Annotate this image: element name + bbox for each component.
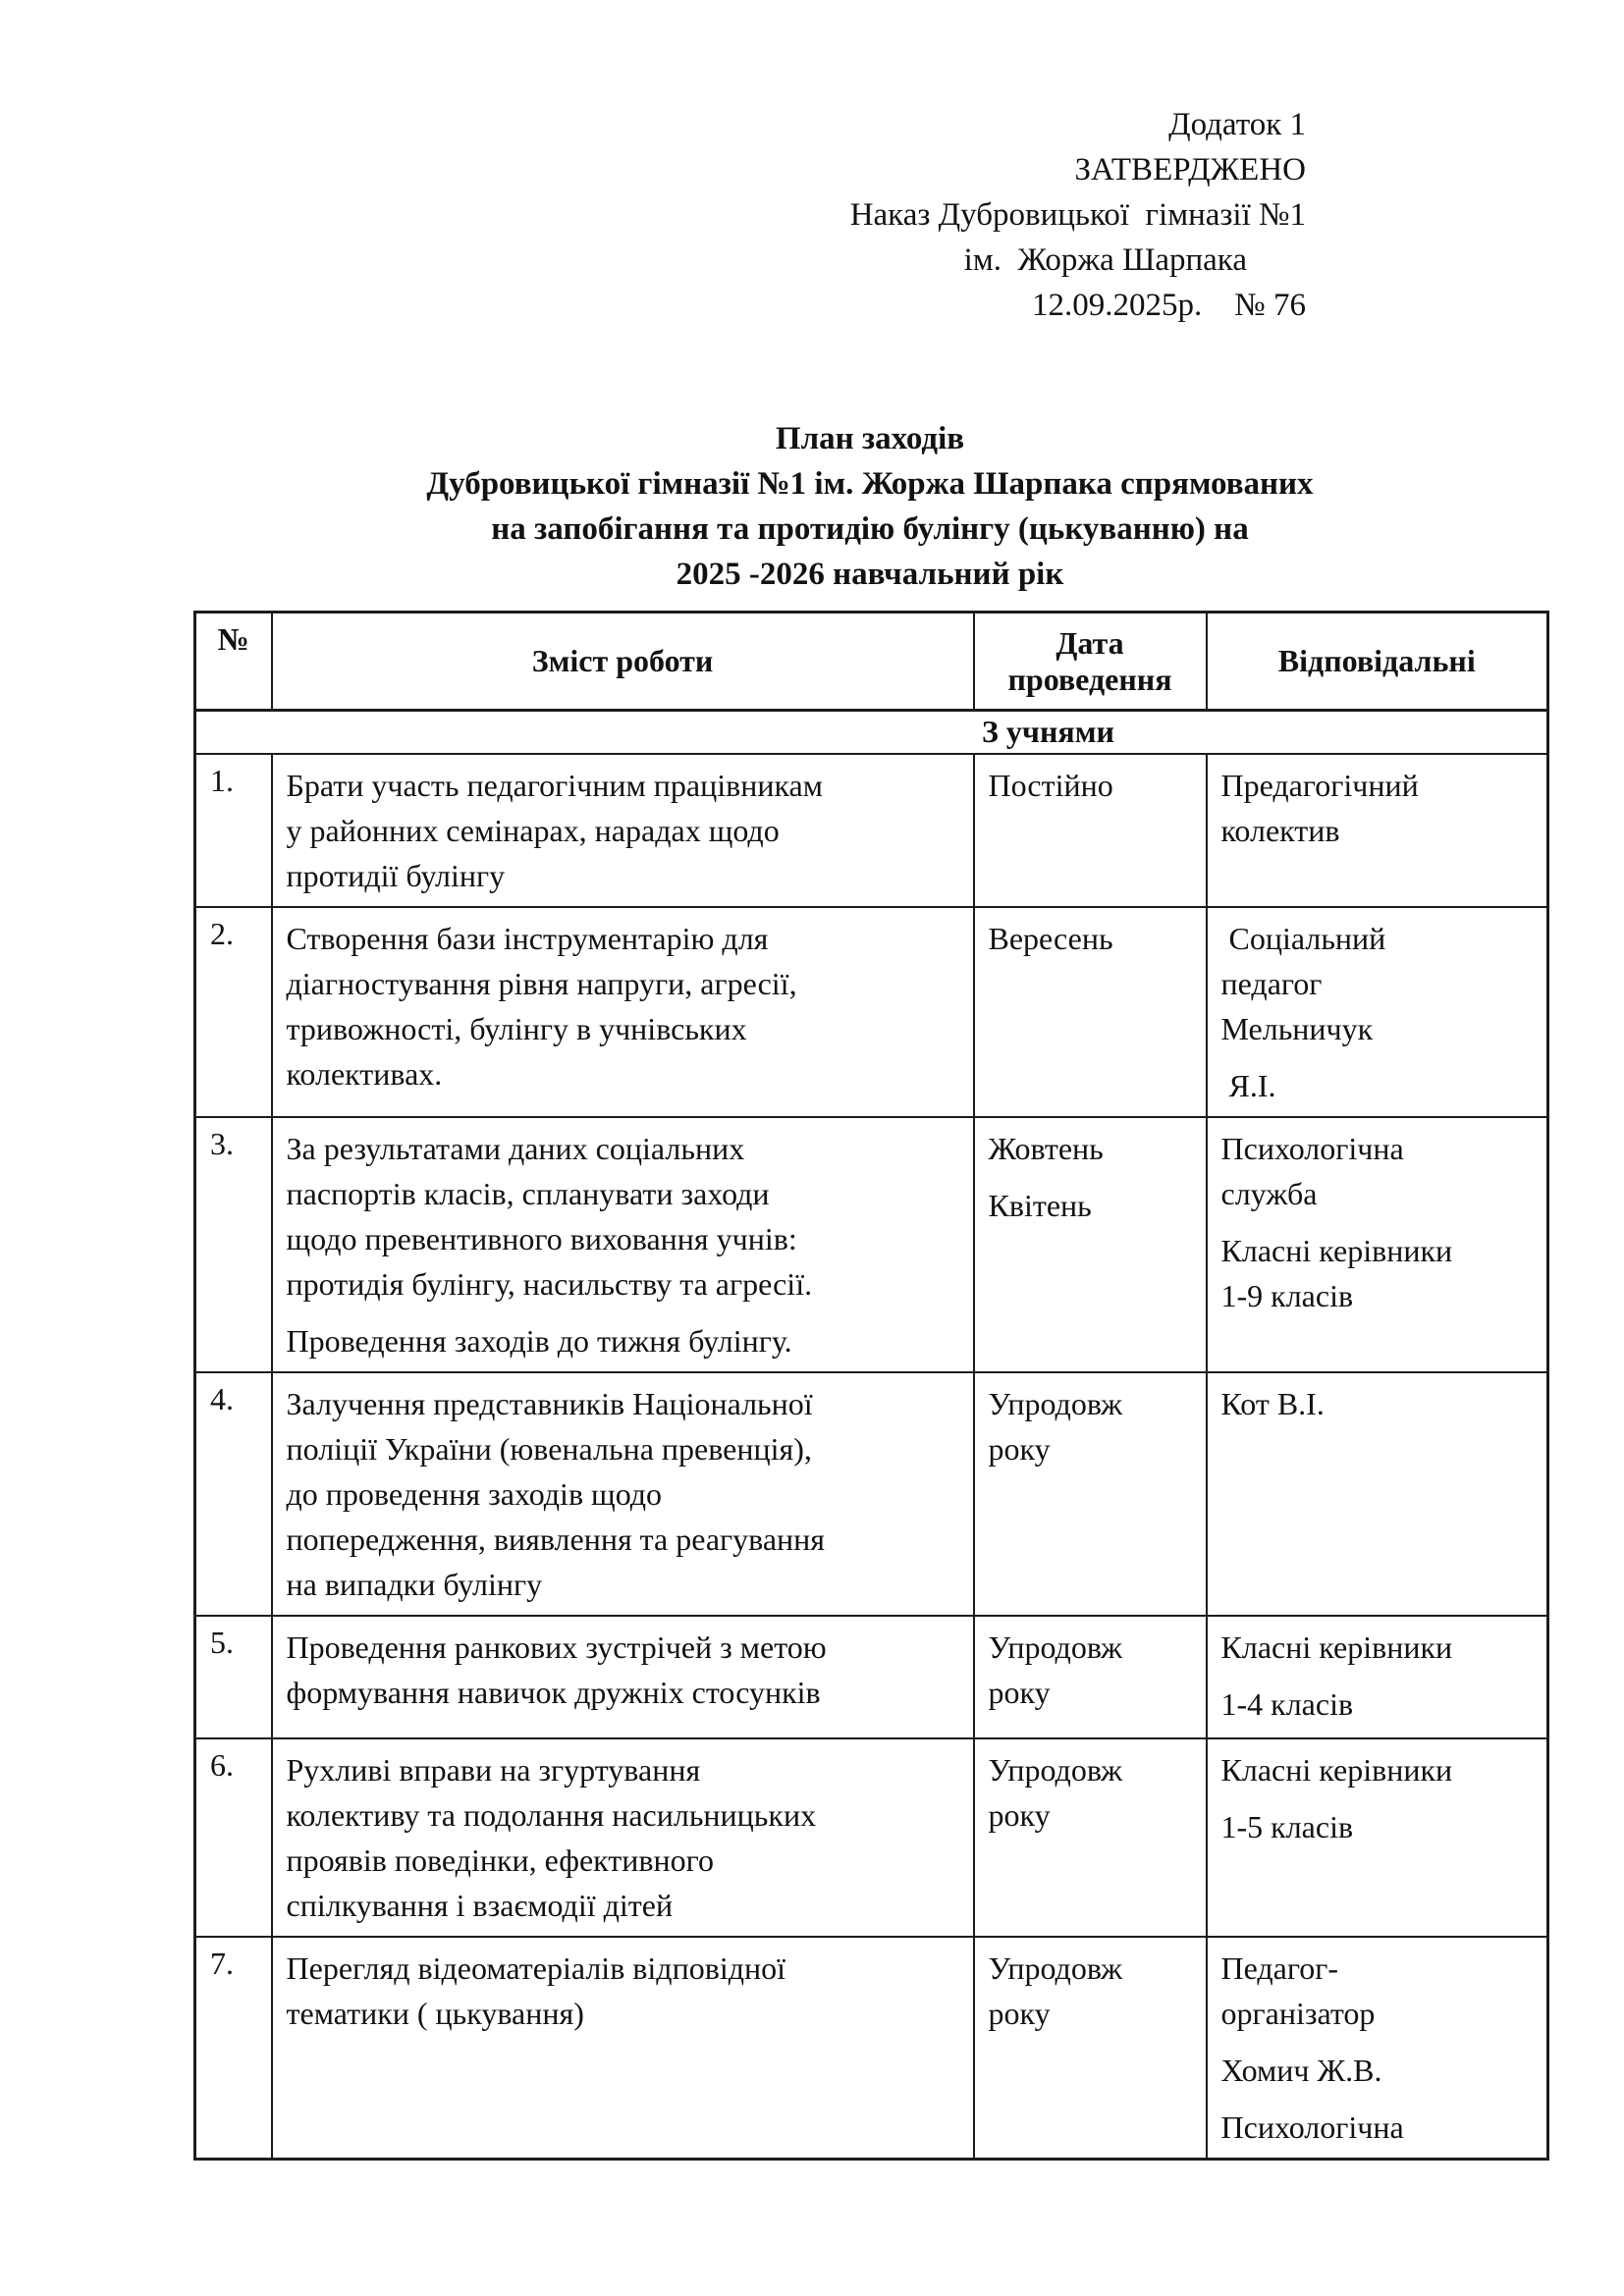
- cell-date: [974, 1738, 1207, 1937]
- cell-number: 4.: [195, 1372, 272, 1616]
- cell-responsible: [1207, 1117, 1548, 1372]
- cell-number: 3.: [195, 1117, 272, 1372]
- text-line: Проведення заходів до тижня булінгу.: [286, 1323, 792, 1359]
- text-line: Класні керівники: [1220, 1629, 1453, 1665]
- text-line: року: [988, 1675, 1051, 1710]
- approval-block: [850, 102, 1306, 328]
- cell-responsible: [1207, 1616, 1548, 1738]
- cell-paragraph: [287, 1318, 961, 1363]
- text-line: Вересень: [988, 921, 1113, 956]
- text-line: протидія булінгу, насильству та агресії.: [286, 1266, 813, 1302]
- cell-responsible: [1207, 1738, 1548, 1937]
- cell-number: 6.: [195, 1738, 272, 1937]
- cell-number: 5.: [195, 1616, 272, 1738]
- text-line: Додаток 1: [1168, 107, 1306, 142]
- cell-number: 1.: [195, 754, 272, 907]
- cell-paragraph: [287, 763, 961, 898]
- text-line: Упродовж: [988, 1629, 1123, 1665]
- cell-paragraph: [989, 1381, 1194, 1471]
- cell-paragraph: [287, 1625, 961, 1715]
- text-line: Я.І.: [1220, 1068, 1276, 1103]
- text-line: 2025 -2026 навчальний рік: [676, 557, 1064, 592]
- text-line: організатор: [1220, 1996, 1376, 2031]
- cell-paragraph: [1221, 1682, 1536, 1727]
- text-line: Психологічна: [1220, 2109, 1404, 2145]
- cell-work-content: [272, 1117, 974, 1372]
- table-row: [195, 1738, 1548, 1937]
- text-line: року: [988, 1797, 1051, 1833]
- group-label: [195, 711, 1548, 755]
- cell-paragraph: [1221, 1228, 1536, 1318]
- text-line: План заходів: [775, 421, 965, 456]
- text-line: ЗАТВЕРДЖЕНО: [1074, 152, 1306, 187]
- column-header-number: №: [195, 613, 272, 711]
- cell-work-content: [272, 754, 974, 907]
- cell-paragraph: [1221, 1747, 1536, 1792]
- cell-date: [974, 1372, 1207, 1616]
- cell-paragraph: [989, 1183, 1194, 1228]
- plan-table: [193, 611, 1549, 2161]
- text-line: Упродовж: [988, 1386, 1123, 1421]
- text-line: Кот В.І.: [1220, 1386, 1325, 1421]
- cell-responsible: [1207, 754, 1548, 907]
- text-line: ім. Жоржа Шарпака: [963, 242, 1247, 278]
- cell-paragraph: [1221, 916, 1536, 1051]
- cell-work-content: [272, 1937, 974, 2160]
- text-line: Проведення ранкових зустрічей з метою: [286, 1629, 827, 1665]
- cell-number: 2.: [195, 907, 272, 1117]
- column-header-date: Дата проведення: [974, 613, 1207, 711]
- column-header-content: Зміст роботи: [272, 613, 974, 711]
- cell-paragraph: [989, 1625, 1194, 1715]
- cell-paragraph: [989, 1747, 1194, 1838]
- text-line: спілкування і взаємодії дітей: [286, 1888, 674, 1923]
- cell-paragraph: [287, 1946, 961, 2036]
- cell-work-content: [272, 1372, 974, 1616]
- cell-date: [974, 754, 1207, 907]
- cell-number: 7.: [195, 1937, 272, 2160]
- cell-work-content: [272, 907, 974, 1117]
- text-line: на випадки булінгу: [286, 1567, 543, 1602]
- text-line: педагог: [1220, 966, 1323, 1001]
- cell-paragraph: [287, 1381, 961, 1607]
- text-line: Брати участь педагогічним працівникам: [286, 768, 823, 803]
- text-line: За результатами даних соціальних: [286, 1131, 745, 1166]
- text-line: Класні керівники: [1220, 1233, 1453, 1268]
- text-line: протидії булінгу: [286, 858, 506, 893]
- cell-paragraph: [989, 916, 1194, 961]
- cell-paragraph: [1221, 1063, 1536, 1108]
- header-row: [195, 613, 1548, 711]
- text-line: Наказ Дубровицької гімназії №1: [849, 197, 1306, 233]
- text-line: Жовтень: [988, 1131, 1104, 1166]
- cell-paragraph: [1221, 1804, 1536, 1849]
- cell-responsible: [1207, 1937, 1548, 2160]
- text-line: Рухливі вправи на згуртування: [286, 1752, 701, 1788]
- table-row: [195, 1372, 1548, 1616]
- text-line: Упродовж: [988, 1752, 1123, 1788]
- table-row: [195, 907, 1548, 1117]
- cell-paragraph: [1221, 2105, 1536, 2150]
- column-header-responsible: Відповідальні: [1207, 613, 1548, 711]
- text-line: року: [988, 1431, 1051, 1467]
- cell-paragraph: [287, 1126, 961, 1307]
- text-line: поліції України (ювенальна превенція),: [286, 1431, 812, 1467]
- plan-table-header: [195, 613, 1548, 711]
- text-line: Квітень: [988, 1188, 1092, 1223]
- text-line: попередження, виявлення та реагування: [286, 1522, 826, 1557]
- cell-paragraph: [1221, 1126, 1536, 1216]
- text-line: 12.09.2025р. № 76: [1032, 288, 1306, 323]
- cell-paragraph: [1221, 763, 1536, 853]
- cell-paragraph: [287, 1747, 961, 1928]
- cell-date: [974, 1616, 1207, 1738]
- text-line: служба: [1220, 1176, 1318, 1211]
- cell-work-content: [272, 1738, 974, 1937]
- text-line: формування навичок дружніх стосунків: [286, 1675, 821, 1710]
- text-line: Предагогічний: [1220, 768, 1419, 803]
- text-line: колектив: [1220, 813, 1340, 848]
- table-row: [195, 1616, 1548, 1738]
- cell-responsible: [1207, 907, 1548, 1117]
- cell-paragraph: [989, 1946, 1194, 2036]
- cell-responsible: [1207, 1372, 1548, 1616]
- cell-paragraph: [1221, 1946, 1536, 2036]
- text-line: колективах.: [286, 1056, 443, 1092]
- text-line: щодо превентивного виховання учнів:: [286, 1221, 797, 1256]
- text-line: Мельничук: [1220, 1011, 1374, 1046]
- text-line: у районних семінарах, нарадах щодо: [286, 813, 780, 848]
- text-line: Упродовж: [988, 1950, 1123, 1986]
- text-line: Залучення представників Національної: [286, 1386, 813, 1421]
- cell-paragraph: [287, 916, 961, 1096]
- text-line: паспортів класів, спланувати заходи: [286, 1176, 770, 1211]
- text-line: Педагог-: [1220, 1950, 1338, 1986]
- cell-date: [974, 1937, 1207, 2160]
- text-line: 1-5 класів: [1220, 1809, 1354, 1844]
- text-line: проявів поведінки, ефективного: [286, 1842, 714, 1878]
- text-line: Дубровицької гімназії №1 ім. Жоржа Шарпака спрямованих: [426, 466, 1314, 502]
- text-line: року: [988, 1996, 1051, 2031]
- document-title: [193, 416, 1546, 597]
- group-label-text: З учнями: [982, 714, 1114, 749]
- text-line: на запобігання та протидію булінгу (цькуванню) на: [491, 511, 1249, 547]
- text-line: Соціальний: [1220, 921, 1386, 956]
- text-line: 1-9 класів: [1220, 1278, 1354, 1313]
- cell-paragraph: [1221, 1381, 1536, 1426]
- cell-work-content: [272, 1616, 974, 1738]
- cell-date: [974, 907, 1207, 1117]
- table-row: [195, 754, 1548, 907]
- text-line: Постійно: [988, 768, 1113, 803]
- cell-paragraph: [989, 763, 1194, 808]
- text-line: Класні керівники: [1220, 1752, 1453, 1788]
- text-line: Психологічна: [1220, 1131, 1404, 1166]
- text-line: до проведення заходів щодо: [286, 1476, 663, 1512]
- cell-paragraph: [1221, 2048, 1536, 2093]
- group-row-students: [195, 711, 1548, 755]
- text-line: 1-4 класів: [1220, 1686, 1354, 1722]
- text-line: тривожності, булінгу в учнівських: [286, 1011, 747, 1046]
- cell-date: [974, 1117, 1207, 1372]
- text-line: колективу та подолання насильницьких: [286, 1797, 817, 1833]
- text-line: Перегляд відеоматеріалів відповідної: [286, 1950, 785, 1986]
- text-line: тематики ( цькування): [286, 1996, 584, 2031]
- text-line: Хомич Ж.В.: [1220, 2053, 1382, 2088]
- plan-table-body: [195, 711, 1548, 2160]
- cell-paragraph: [989, 1126, 1194, 1171]
- text-line: діагностування рівня напруги, агресії,: [286, 966, 797, 1001]
- cell-paragraph: [1221, 1625, 1536, 1670]
- table-row: [195, 1937, 1548, 2160]
- text-line: Створення бази інструментарію для: [286, 921, 769, 956]
- table-row: [195, 1117, 1548, 1372]
